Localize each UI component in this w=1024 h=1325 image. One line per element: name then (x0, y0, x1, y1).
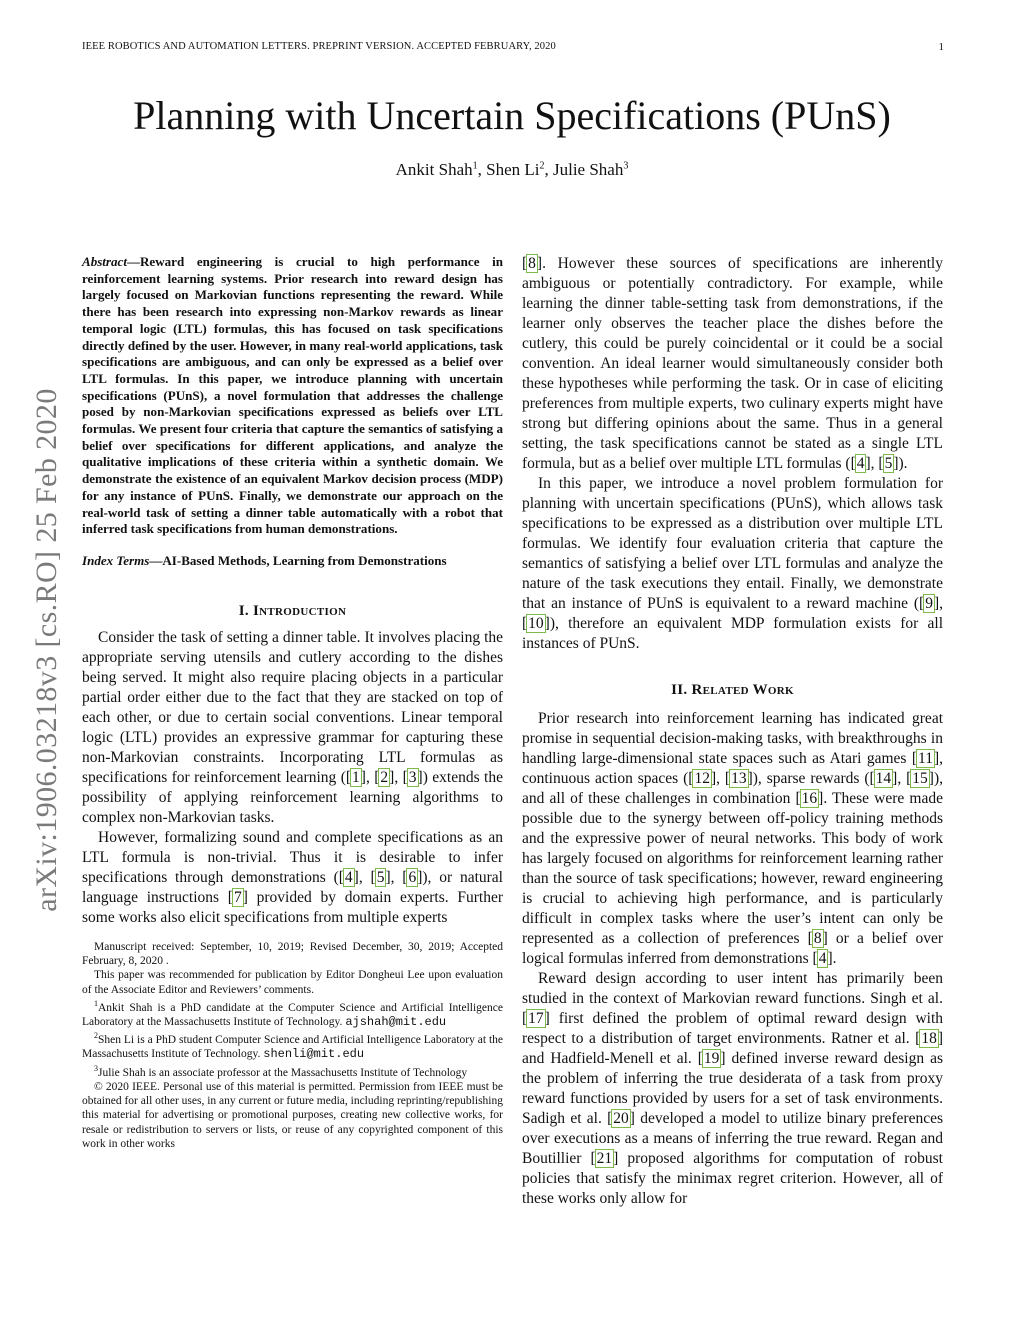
citation-link[interactable]: 4 (856, 455, 865, 472)
author-name: Shen Li (486, 160, 540, 179)
intro-paragraph (82, 628, 503, 828)
citation-link[interactable]: 18 (921, 1030, 937, 1047)
body-text: ]. These were made possible due to the synergy between off-policy training methods and the expressive power of neural networks. This body of work has largely focused on algorithms for reinforcement learning rather than the source of task specifications; however, reward engineering is crucial to achieving high performance, and is particularly difficult in complex tasks where the user’s intent can only be represented as a collection of preferences [ (522, 790, 943, 947)
body-paragraph (522, 709, 943, 969)
body-text: ]), therefore an equivalent MDP formulation exists for all instances of PUnS. (522, 615, 943, 652)
footnote-author-3 (82, 1062, 503, 1080)
abstract (82, 254, 503, 538)
body-text: ], [ (710, 770, 731, 787)
intro-paragraph (82, 828, 503, 928)
body-text: ], [ (892, 770, 912, 787)
citation-link[interactable]: 16 (801, 790, 818, 807)
body-text: ] proposed algorithms for computation of robust policies that satisfy the minimax regret criterion. However, all of these works only allow for (522, 1150, 943, 1207)
abstract-text: —Reward engineering is crucial to high performance in reinforcement learning systems. Prior research into reward design has largely focused on Markovian functions representing the reward. While there has been research into expressing non-Markov rewards as linear temporal logic (LTL) formulas, this has focused on task specifications directly defined by the user. However, in many real-world applications, task specifications are ambiguous, and can only be expressed as a belief over LTL formulas. In this paper, we introduce planning with uncertain specifications (PUnS), a novel formulation that addresses the challenge posed by non-Markovian specifications expressed as beliefs over LTL formulas. We present four criteria that capture the semantics of satisfying a belief over specifications for different applications, and analyze the qualitative implications of these criteria within a synthetic domain. We demonstrate the existence of an equivalent Markov decision process (MDP) for any instance of PUnS. Finally, we demonstrate our approach on the real-world task of setting a dinner table automatically with a robot that inferred task specifications from human demonstrations. (82, 254, 503, 537)
section-heading-introduction: I. Introduction (238, 602, 347, 619)
abstract-label: Abstract (82, 254, 127, 269)
section-heading-related-work: II. Related Work (671, 682, 794, 698)
citation-link[interactable]: 20 (613, 1110, 629, 1127)
copyright-icon: © (94, 1080, 103, 1093)
footnotes (82, 940, 503, 1152)
author-affiliation-mark: 2 (539, 160, 545, 172)
body-text: ] provided by domain experts. Further some works also elicit specifications from multiple experts (82, 888, 503, 926)
citation-link[interactable]: 21 (596, 1150, 613, 1167)
footnote-mark: 1 (94, 998, 98, 1008)
body-paragraph (522, 474, 943, 654)
page-number: 1 (938, 41, 944, 53)
body-text: Reward design according to user intent has primarily been studied in the context of Markovian reward functions. Singh et al. [ (522, 970, 943, 1027)
body-text: ]. (827, 950, 837, 967)
citation-link[interactable]: 4 (344, 868, 353, 886)
citation-link[interactable]: 19 (703, 1050, 720, 1067)
citation-link[interactable]: 11 (918, 750, 933, 767)
body-text: ]), or natural language instructions [ (82, 868, 503, 906)
footnote-author-1 (82, 997, 503, 1029)
citation-link[interactable]: 1 (352, 768, 360, 786)
arxiv-stamp: arXiv:1906.03218v3 [cs.RO] 25 Feb 2020 (30, 388, 63, 912)
citation-link[interactable]: 5 (884, 455, 893, 472)
body-text: ], continuous action spaces ([ (522, 750, 943, 787)
body-text: In this paper, we introduce a novel problem formulation for planning with uncertain specifications (PUnS), which allows task specifications to be expressed as a distribution over multiple LTL formulas. We identify four evaluation criteria that capture the semantics of satisfying a belief over LTL formulas and analyze the nature of the task executions they entail. Finally, we demonstrate that an instance of PUnS is equivalent to a reward machine ([ (522, 475, 943, 612)
citation-link[interactable]: 4 (818, 950, 827, 967)
citation-link[interactable]: 8 (528, 255, 536, 272)
citation-link[interactable]: 13 (731, 770, 747, 787)
footnote-text: Julie Shah is an associate professor at the Massachusetts Institute of Technology (98, 1066, 468, 1079)
body-text: ], [ (865, 455, 884, 472)
body-text: Consider the task of setting a dinner table. It involves placing the appropriate serving utensils and cutlery according to the dishes being served. It might also require placing objects in a particular partial order either due to the fact that they are stacked on top of each other, or due to certain social conventions. Linear temporal logic (LTL) provides an expressive grammar for capturing these non-Markovian constraints. Incorporating LTL formulas as specifications for reinforcement learning ([ (82, 628, 503, 786)
body-text: ], [ (385, 868, 408, 886)
footnote-mark: 2 (94, 1031, 98, 1041)
index-terms-label: Index Terms (82, 552, 150, 568)
footnote-received: Manuscript received: September, 10, 2019; Revised December, 30, 2019; Accepted February, 8, 2020 . (82, 940, 503, 967)
footnote-text: Shen Li is a PhD student Computer Science and Artificial Intelligence Laboratory at the Massachusetts Institute of Technology. (82, 1034, 503, 1061)
body-text: ], [ (353, 868, 376, 886)
index-terms (82, 553, 503, 570)
running-head: IEEE ROBOTICS AND AUTOMATION LETTERS. PREPRINT VERSION. ACCEPTED FEBRUARY, 2020 (82, 41, 556, 52)
author-name: Julie Shah (552, 160, 624, 179)
paper-title: Planning with Uncertain Specifications (PUnS) (133, 93, 891, 138)
body-text: ]). (893, 455, 908, 472)
author-affiliation-mark: 1 (472, 160, 478, 172)
author-affiliation-mark: 3 (623, 160, 629, 172)
body-text: ]. However these sources of specifications are inherently ambiguous or potentially contradictory. For example, while learning the dinner table-setting task from demonstrations, if the learner only observes the teacher place the dishes before the cutlery, this could be purely coincidental or it could be a social convention. An ideal learner would simultaneously consider both these hypotheses while performing the task. Or in case of eliciting preferences from multiple experts, two culinary experts might have strong but differing opinions about the same. Thus in a general setting, the task specifications cannot be stated as a single LTL formula, but as a belief over multiple LTL formulas ([ (522, 255, 943, 472)
body-text: ] developed a model to utilize binary preferences over executions as a means of inferring the true reward. Regan and Boutillier [ (522, 1110, 943, 1167)
body-text: ] or a belief over logical formulas inferred from demonstrations [ (522, 930, 943, 967)
citation-link[interactable]: 3 (408, 768, 417, 786)
citation-link[interactable]: 2 (380, 768, 389, 786)
citation-link[interactable]: 8 (813, 930, 822, 947)
body-text: [ (522, 255, 528, 272)
footnote-text: Ankit Shah is a PhD candidate at the Computer Science and Artificial Intelligence Laboratory at the Massachusetts Institute of Technology. (82, 1001, 503, 1028)
email-link[interactable]: shenli@mit.edu (263, 1047, 365, 1062)
body-text: ]), sparse rewards ([ (747, 770, 875, 787)
citation-link[interactable]: 10 (528, 615, 544, 632)
footnote-author-2 (82, 1029, 503, 1061)
footnote-text: 2020 IEEE. Personal use of this material is permitted. Permission from IEEE must be obtained for all other uses, in any current or future media, including reprinting/republishing this material for advertising or promotional purposes, creating new collective works, for resale or redistribution to servers or lists, or reuse of any copyrighted component of this work in other works (82, 1080, 503, 1150)
body-text: ], [ (389, 768, 408, 786)
index-terms-text: —AI-Based Methods, Learning from Demonstrations (149, 552, 447, 568)
citation-link[interactable]: 12 (694, 770, 710, 787)
author-list: Ankit Shah$^1$, Shen Li$^2$, Julie Shah$^3$ (395, 160, 629, 179)
left-column (82, 254, 503, 1151)
footnote-mark: 3 (94, 1063, 98, 1073)
citation-link[interactable]: 7 (233, 888, 242, 906)
body-text: ] and Hadfield-Menell et al. [ (522, 1030, 943, 1067)
citation-link[interactable]: 6 (408, 868, 417, 886)
body-text: ] defined inverse reward design as the problem of inferring the true desiderata of a task from proxy reward functions provided by users for a set of task environments. Sadigh et al. [ (522, 1050, 943, 1127)
right-column (522, 254, 943, 1209)
email-link[interactable]: ajshah@mit.edu (345, 1014, 447, 1029)
body-text: ]), and all of these challenges in combination [ (522, 770, 943, 807)
author-name: Ankit Shah (395, 160, 473, 179)
body-paragraph (522, 254, 943, 474)
citation-link[interactable]: 15 (912, 770, 928, 787)
body-text: However, formalizing sound and complete specifications as an LTL formula is non-trivial. Thus it is desirable to infer specifications through demonstrations ([ (82, 828, 503, 886)
citation-link[interactable]: 14 (875, 770, 892, 787)
body-text: ], [ (360, 768, 380, 786)
footnote-copyright (82, 1080, 503, 1151)
citation-link[interactable]: 5 (376, 868, 385, 886)
footnote-editor: This paper was recommended for publication by Editor Dongheui Lee upon evaluation of the Associate Editor and Reviewers’ comments. (82, 969, 503, 996)
body-text: ]) extends the possibility of applying reinforcement learning algorithms to complex non-Markovian tasks. (82, 768, 503, 826)
citation-link[interactable]: 9 (925, 595, 933, 612)
body-text: Prior research into reinforcement learning has indicated great promise in sequential decision-making tasks, with breakthroughs in handling large-dimensional state spaces such as Atari games [ (522, 710, 943, 767)
body-paragraph (522, 969, 943, 1209)
body-text: ], [ (522, 595, 943, 632)
citation-link[interactable]: 17 (528, 1010, 544, 1027)
body-text: ] first defined the problem of optimal reward design with respect to a distribution of target environments. Ratner et al. [ (522, 1010, 943, 1047)
